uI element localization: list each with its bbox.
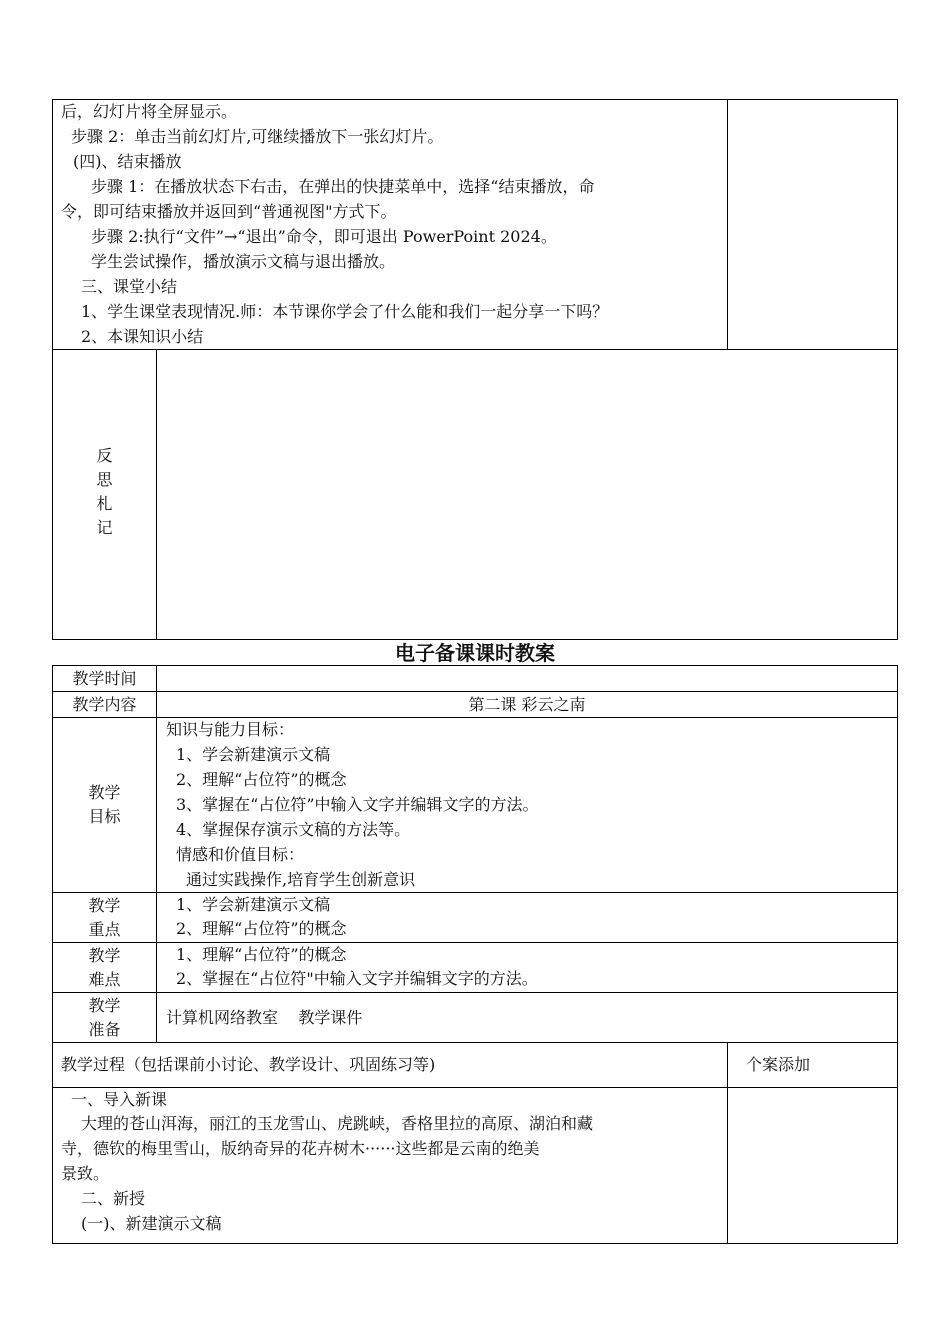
goal-line: 2、理解“占位符”的概念	[176, 770, 347, 789]
border	[52, 1087, 898, 1088]
process-header: 教学过程（包括课前小讨论、教学设计、巩固练习等)	[61, 1055, 436, 1074]
label-part: 教学	[88, 995, 121, 1015]
border	[52, 992, 898, 993]
text-line: 后，幻灯片将全屏显示。	[61, 102, 238, 121]
prep-value: 计算机网络教室 教学课件	[166, 1008, 363, 1027]
process-line: 寺，德钦的梅里雪山，版纳奇异的花卉树木······这些都是云南的绝美	[61, 1139, 540, 1158]
process-line: (一)、新建演示文稿	[81, 1214, 222, 1233]
border	[897, 99, 898, 640]
difficult-label	[53, 943, 156, 992]
key-label	[53, 893, 156, 942]
goal-line: 1、学会新建演示文稿	[176, 745, 331, 764]
reflection-char: 思	[96, 470, 113, 489]
text-line: 步骤 1：在播放状态下右击，在弹出的快捷菜单中，选择“结束播放，命	[91, 177, 595, 196]
prep-label	[53, 993, 156, 1042]
label-part: 难点	[88, 969, 121, 989]
border	[156, 665, 157, 1043]
text-line: 1、学生课堂表现情况.师：本节课你学会了什么能和我们一起分享一下吗？	[81, 302, 609, 321]
personal-header: 个案添加	[746, 1055, 811, 1074]
label-part: 目标	[88, 807, 121, 826]
text-line: 步骤 2：单击当前幻灯片,可继续播放下一张幻灯片。	[71, 127, 444, 146]
process-line: 一、导入新课	[71, 1090, 168, 1109]
difficult-line: 2、掌握在“占位符"中输入文字并编辑文字的方法。	[176, 969, 538, 988]
label-part: 教学	[88, 895, 121, 915]
process-line: 大理的苍山洱海，丽江的玉龙雪山、虎跳峡，香格里拉的高原、湖泊和藏	[81, 1114, 594, 1133]
goal-line: 知识与能力目标：	[166, 720, 295, 739]
text-line: 学生尝试操作，播放演示文稿与退出播放。	[91, 252, 396, 271]
label-part: 重点	[88, 919, 121, 939]
text-line: 三、课堂小结	[81, 277, 178, 296]
label-part: 教学	[88, 783, 121, 802]
goals-label	[53, 718, 156, 892]
goal-line: 4、掌握保存演示文稿的方法等。	[176, 820, 411, 839]
goal-line: 3、掌握在“占位符”中输入文字并编辑文字的方法。	[176, 795, 539, 814]
border	[52, 349, 898, 350]
label-part: 准备	[88, 1019, 121, 1039]
border	[897, 665, 898, 1244]
key-line: 2、理解“占位符”的概念	[176, 919, 347, 938]
reflection-char: 札	[96, 494, 113, 513]
reflection-char: 记	[96, 518, 113, 537]
border	[52, 1243, 898, 1244]
content-value: 第二课 彩云之南	[468, 694, 586, 714]
border	[727, 1042, 728, 1244]
process-line: 二、新授	[81, 1189, 146, 1208]
goal-line: 情感和价值目标：	[176, 845, 305, 864]
border	[52, 1042, 898, 1043]
time-value	[157, 666, 897, 691]
goal-line: 通过实践操作,培育学生创新意识	[186, 870, 416, 889]
difficult-line: 1、理解“占位符”的概念	[176, 945, 347, 964]
text-line: 步骤 2:执行“文件”→“退出”命令，即可退出 PowerPoint 2024。	[91, 227, 557, 246]
key-line: 1、学会新建演示文稿	[176, 895, 331, 914]
reflection-char: 反	[96, 446, 113, 465]
content-label: 教学内容	[72, 694, 137, 714]
border	[727, 99, 728, 350]
border	[52, 99, 53, 640]
time-label: 教学时间	[72, 668, 137, 688]
border	[156, 349, 157, 640]
text-line: 令，即可结束播放并返回到“普通视图"方式下。	[61, 202, 397, 221]
doc-title: 电子备课课时教案	[395, 641, 555, 665]
text-line: (四)、结束播放	[73, 152, 182, 171]
text-line: 2、本课知识小结	[81, 327, 204, 346]
label-part: 教学	[88, 945, 121, 965]
process-line: 景致。	[61, 1164, 110, 1183]
reflection-label	[53, 444, 156, 540]
